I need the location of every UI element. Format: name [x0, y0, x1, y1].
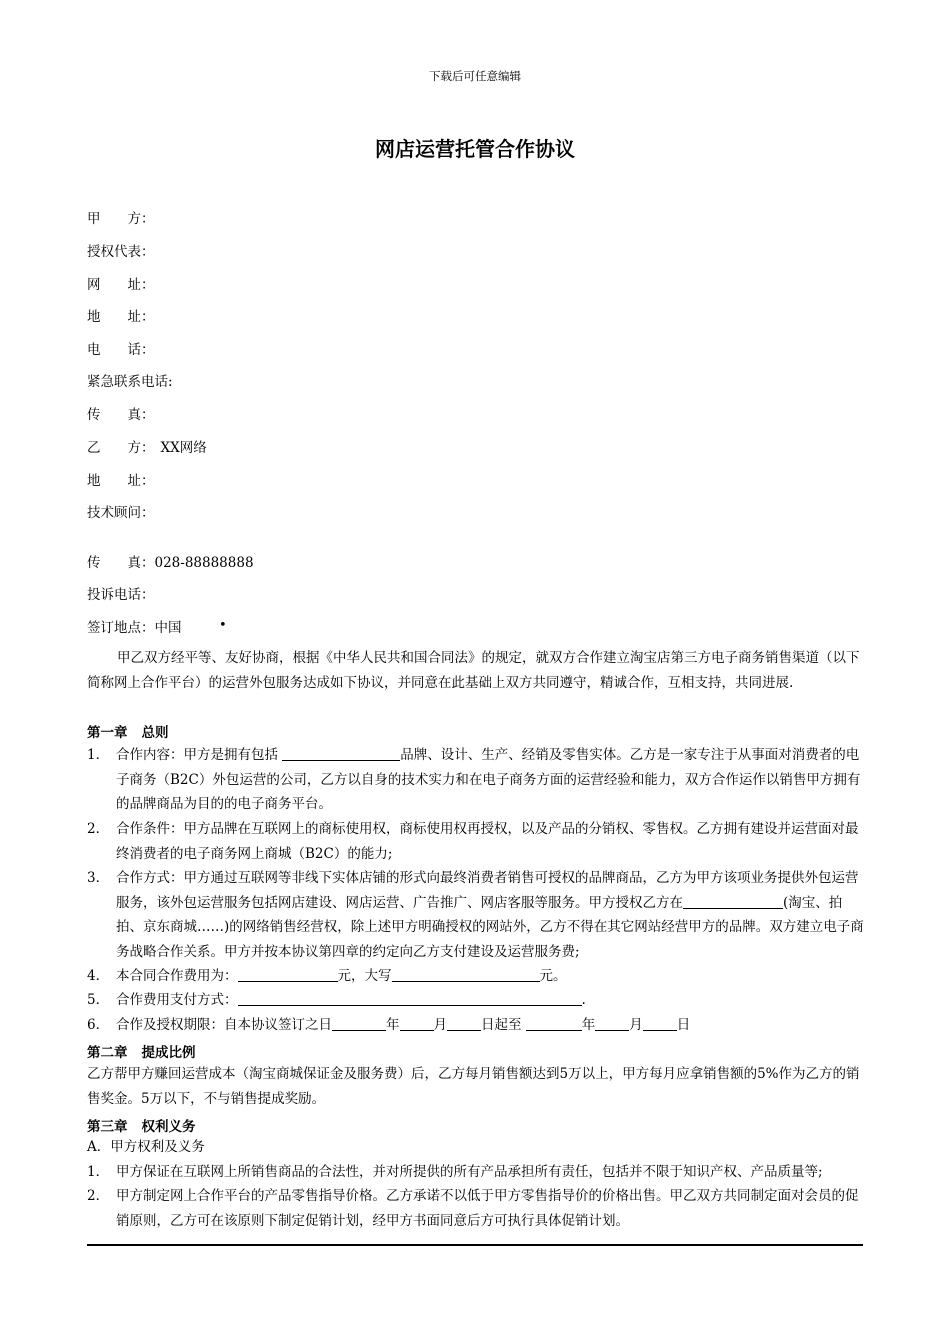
item-text: 年 [386, 1017, 400, 1033]
chapter-number: 第三章 [87, 1119, 128, 1135]
field-label: 紧急联系电话: [87, 374, 173, 390]
item-number: 2． [87, 821, 110, 837]
chapter-number: 第二章 [87, 1045, 128, 1061]
item-number: 1． [87, 1164, 110, 1180]
field-label: 传 真： [87, 407, 155, 423]
field-complaint-phone [87, 583, 161, 603]
field-label: 投诉电话： [87, 587, 155, 603]
field-label: 甲 方： [87, 211, 155, 227]
item-text: 月 [629, 1017, 643, 1033]
field-label: 技术顾问： [87, 505, 155, 521]
item-text: 品牌、设计、生产、经销及零售实体。乙方是一家专注于从事面对消费者的电子商务（B2C）外包运营的公司，乙方以自身的技术实力和在电子商务方面的运营经验和能力，双方合作运作以销售甲方拥有的品牌商品为目的的电子商务平台。 [116, 747, 861, 812]
item-number: 4． [87, 968, 110, 984]
chapter-title: 提成比例 [141, 1045, 196, 1061]
item-number: 5． [87, 992, 110, 1008]
list-item [87, 1160, 869, 1185]
bullet-dot-icon: • [219, 618, 227, 633]
chapter-1-heading [87, 721, 169, 741]
blank-fill-line [643, 1016, 677, 1031]
chapter-2-heading [87, 1041, 196, 1061]
item-text: 日 [676, 1017, 691, 1033]
field-website [87, 273, 161, 293]
field-label: 传 真： [87, 555, 155, 571]
item-text: 甲方保证在互联网上所销售商品的合法性，并对所提供的所有产品承担所有责任，包括并不限于知识产权、产品质量等; [116, 1164, 823, 1180]
intro-paragraph: 甲乙双方经平等、友好协商，根据《中华人民共和国合同法》的规定，就双方合作建立淘宝店第三方电子商务销售渠道（以下简称网上合作平台）的运营外包服务达成如下协议，并同意在此基础上双方共同遵守，精诚合作，互相支持，共同进展. [87, 650, 860, 691]
field-party-a [87, 207, 161, 227]
list-item [87, 743, 869, 817]
chapter-number: 第一章 [87, 725, 128, 741]
item-text: 合作方式：甲方通过互联网等非线下实体店铺的形式向最终消费者销售可授权的品牌商品，乙方为甲方该项业务提供外包运营服务，该外包运营服务包括网店建设、网店运营、广告推广、网店客服等服务。甲方授权乙方在 [116, 870, 859, 911]
list-item [87, 988, 869, 1013]
field-value: XX网络 [160, 440, 207, 456]
field-label: 授权代表： [87, 244, 155, 260]
item-text: 元。 [539, 968, 567, 984]
list-item [87, 1013, 869, 1038]
blank-fill-line [238, 967, 338, 982]
blank-fill-line [400, 1016, 434, 1031]
list-item [87, 866, 869, 964]
blank-fill-line [238, 991, 582, 1006]
item-text: 月 [433, 1017, 447, 1033]
field-value: 028-88888888 [154, 555, 254, 571]
section-subheading: A．甲方权利及义务 [87, 1139, 205, 1155]
item-number: 2． [87, 1188, 110, 1204]
list-item [87, 964, 869, 989]
blank-fill-line [526, 1016, 582, 1031]
page-bottom-rule [87, 1244, 863, 1246]
item-number: 3． [87, 870, 110, 886]
item-text: 元，大写 [337, 968, 392, 984]
blank-fill-line [282, 746, 400, 761]
field-label: 乙 方： [87, 440, 155, 456]
list-item [87, 817, 869, 866]
chapter-3-heading [87, 1115, 196, 1135]
blank-fill-line [595, 1016, 629, 1031]
item-text: 合作内容：甲方是拥有包括 [116, 747, 283, 763]
blank-fill-line [392, 967, 540, 982]
item-text: 合作及授权期限：自本协议签订之日 [116, 1017, 332, 1033]
list-item [87, 1184, 869, 1233]
field-fax-a [87, 403, 161, 423]
field-label: 地 址： [87, 473, 155, 489]
field-party-b [87, 436, 207, 456]
field-address-a [87, 305, 161, 325]
item-text: . [581, 992, 586, 1008]
field-phone [87, 338, 161, 358]
field-label: 电 话： [87, 342, 155, 358]
field-value: 中国 [154, 620, 182, 636]
field-fax-b [87, 551, 254, 571]
item-text: 合作费用支付方式： [116, 992, 238, 1008]
document-title: 网店运营托管合作协议 [375, 137, 575, 161]
item-text: (淘宝、拍拍、京东商城……)的网络销售经营权，除上述甲方明确授权的网站外，乙方不得在其它网站经营甲方的品牌。双方建立电子商务战略合作关系。甲方并按本协议第四章的约定向乙方支付建设及运营服务费; [116, 894, 864, 960]
item-text: 合作条件：甲方品牌在互联网上的商标使用权，商标使用权再授权，以及产品的分销权、零售权。乙方拥有建设并运营面对最终消费者的电子商务网上商城（B2C）的能力; [116, 821, 859, 862]
item-text: 本合同合作费用为： [116, 968, 238, 984]
field-emergency-phone [87, 370, 179, 390]
field-address-b [87, 469, 161, 489]
field-label: 签订地点： [87, 620, 155, 636]
item-text: 甲方制定网上合作平台的产品零售指导价格。乙方承诺不以低于甲方零售指导价的价格出售。甲乙双方共同制定面对会员的促销原则，乙方可在该原则下制定促销计划，经甲方书面同意后方可执行具体促销计划。 [116, 1188, 859, 1229]
item-text: 日起至 [481, 1017, 526, 1033]
blank-fill-line [447, 1016, 481, 1031]
chapter-title: 权利义务 [141, 1119, 196, 1135]
item-text: 年 [581, 1017, 596, 1033]
field-tech-advisor [87, 501, 161, 521]
item-number: 1． [87, 747, 110, 763]
blank-fill-line [332, 1016, 386, 1031]
blank-fill-line [683, 894, 783, 909]
chapter-2-paragraph: 乙方帮甲方赚回运营成本（淘宝商城保证金及服务费）后，乙方每月销售额达到5万以上，甲方每月应拿销售额的5%作为乙方的销售奖金。5万以下，不与销售提成奖励。 [87, 1066, 860, 1107]
field-label: 网 址： [87, 277, 155, 293]
field-authorized-rep [87, 240, 161, 260]
field-signing-place [87, 616, 182, 636]
chapter-title: 总则 [141, 725, 169, 741]
item-number: 6． [87, 1017, 110, 1033]
field-label: 地 址： [87, 309, 155, 325]
header-note: 下载后可任意编辑 [429, 69, 521, 83]
